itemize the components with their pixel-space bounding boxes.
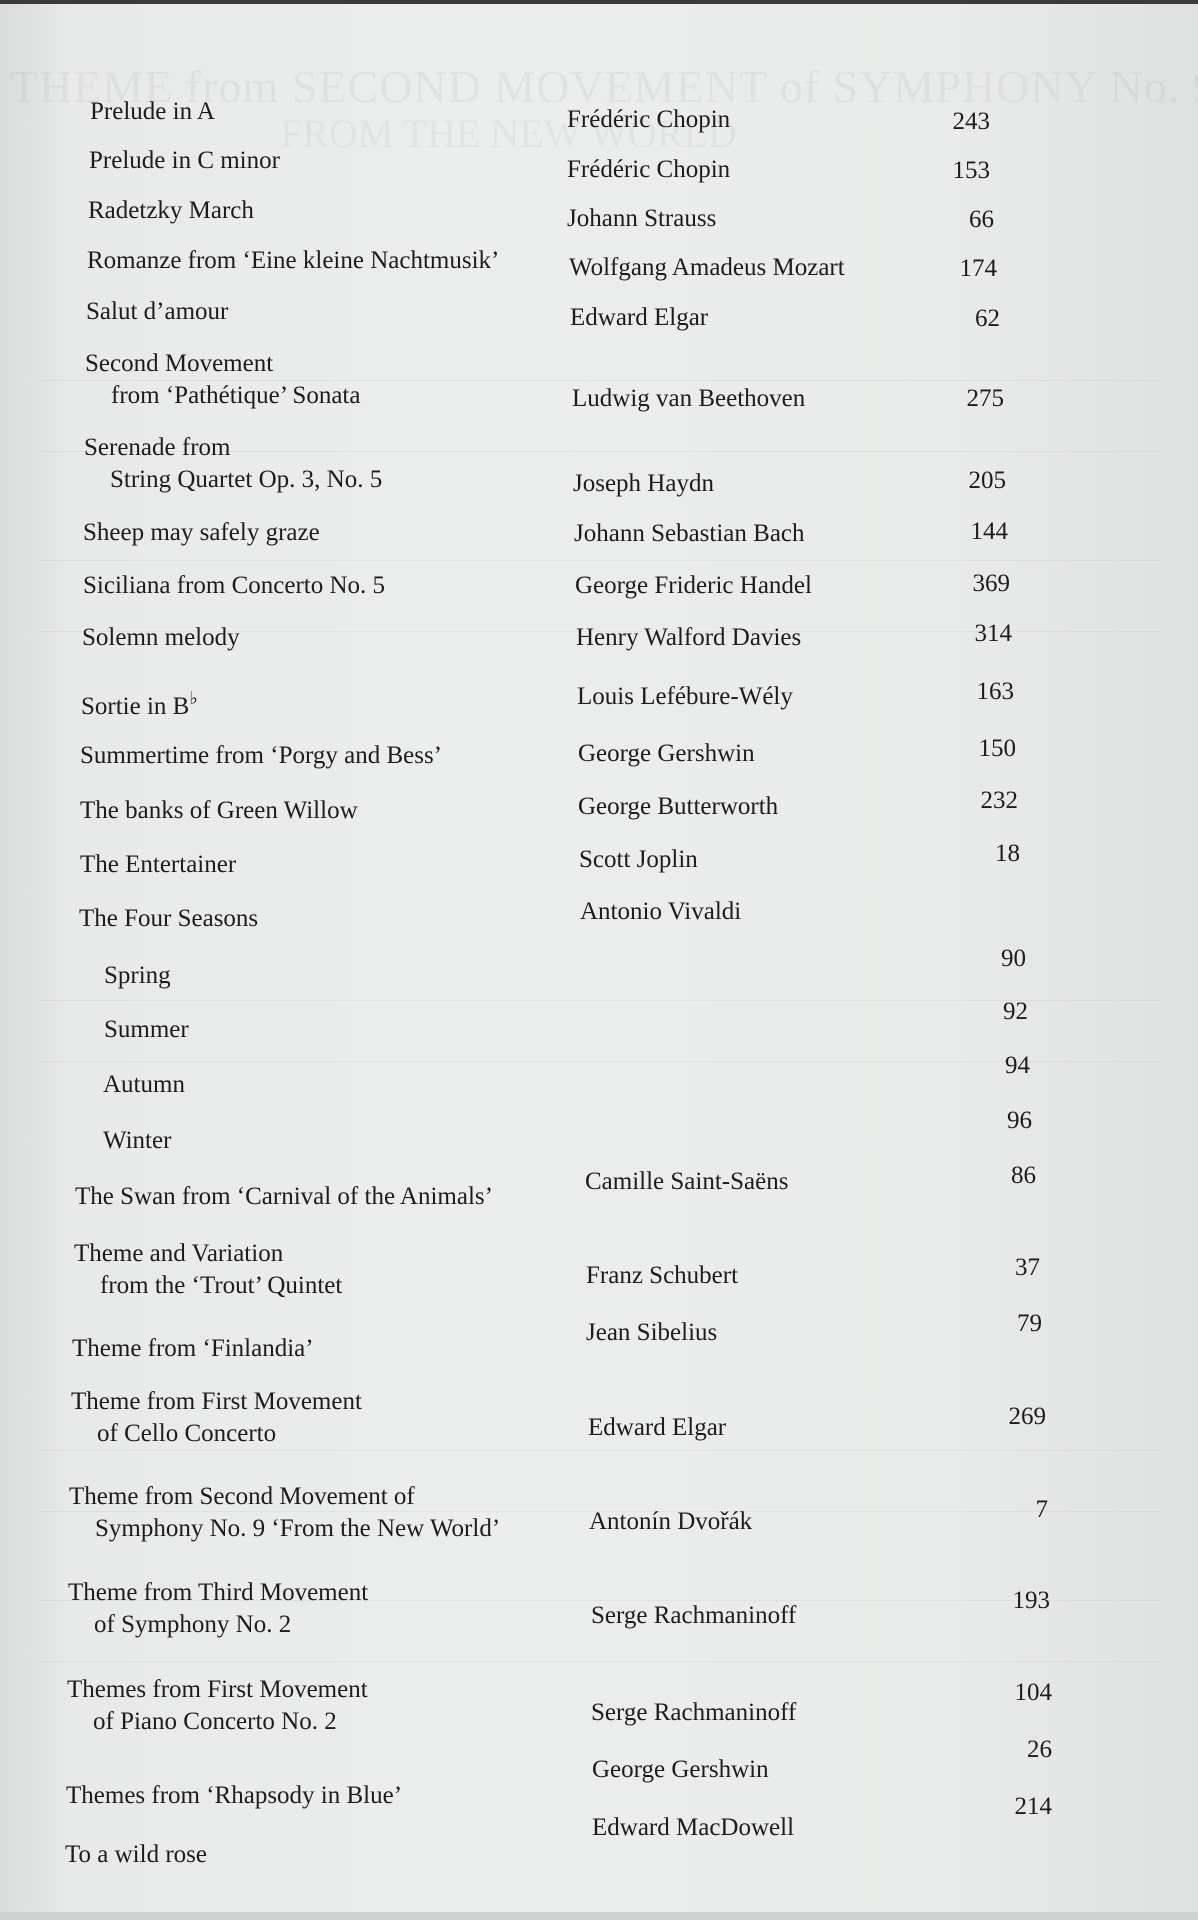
index-entry-title: Salut d’amour <box>86 298 229 325</box>
index-entry-title: The Four Seasons <box>79 905 259 932</box>
index-entry-composer: Frédéric Chopin <box>567 106 731 133</box>
index-entry-title-line1: Theme from Second Movement of <box>69 1483 415 1510</box>
index-entry-title-line2: from the ‘Trout’ Quintet <box>100 1272 343 1299</box>
index-entry-page[interactable]: 163 <box>976 678 1014 705</box>
index-entry-page[interactable]: 232 <box>980 787 1018 814</box>
index-entry-composer: Joseph Haydn <box>573 470 714 497</box>
index-entry-title: Siciliana from Concerto No. 5 <box>83 572 386 599</box>
index-entry-page[interactable]: 7 <box>1035 1496 1048 1523</box>
page-top-edge <box>0 0 1198 4</box>
index-entry-title <box>81 682 198 723</box>
index-entry-title <box>69 1481 500 1545</box>
index-entry-composer: Edward Elgar <box>588 1414 727 1441</box>
index-entry-title-line1: Theme and Variation <box>74 1240 284 1267</box>
index-entry-page[interactable]: 369 <box>972 570 1010 597</box>
index-entry-page[interactable]: 275 <box>966 385 1004 412</box>
index-subentry-page[interactable]: 90 <box>1001 945 1026 972</box>
index-entry-page[interactable]: 205 <box>968 467 1006 494</box>
index-entry-page[interactable]: 174 <box>959 255 997 282</box>
index-entry-title: Solemn melody <box>82 624 240 651</box>
index-entry-title-line1: Themes from First Movement <box>67 1676 368 1703</box>
index-entry-page[interactable]: 86 <box>1011 1162 1036 1189</box>
index-entry-composer: George Gershwin <box>592 1756 769 1783</box>
index-entry-title-line2: from ‘Pathétique’ Sonata <box>111 382 361 409</box>
index-entry-title <box>67 1674 368 1738</box>
index-entry-title <box>85 348 360 412</box>
index-entry-title: Summertime from ‘Porgy and Bess’ <box>80 742 442 769</box>
index-entry-composer: Jean Sibelius <box>586 1319 718 1346</box>
index-entry-composer: Edward MacDowell <box>592 1814 795 1841</box>
index-entry-title: To a wild rose <box>65 1841 207 1868</box>
index-subentry-title: Spring <box>104 962 171 989</box>
flat-symbol: ♭ <box>189 688 198 708</box>
index-entry-title: Themes from ‘Rhapsody in Blue’ <box>66 1782 403 1809</box>
index-entry-page[interactable]: 243 <box>952 108 990 135</box>
index-entry-title <box>68 1577 368 1641</box>
index-entry-composer: Serge Rachmaninoff <box>591 1602 797 1629</box>
index-entry-composer: Wolfgang Amadeus Mozart <box>569 254 845 281</box>
index-subentry-title: Winter <box>103 1127 172 1154</box>
index-subentry-page[interactable]: 96 <box>1007 1107 1032 1134</box>
index-entry-page[interactable]: 314 <box>974 620 1012 647</box>
index-entry-title: The Entertainer <box>80 851 237 878</box>
index-subentry-title: Summer <box>104 1016 189 1043</box>
index-entry-page[interactable]: 104 <box>1014 1679 1052 1706</box>
index-entry-page[interactable]: 79 <box>1017 1310 1042 1337</box>
index-entry-composer: Johann Sebastian Bach <box>574 520 805 547</box>
index-entry-title <box>84 432 382 496</box>
index-entry-composer: Louis Lefébure-Wély <box>577 683 793 710</box>
page-bottom-edge <box>0 1912 1198 1920</box>
index-entry-title <box>74 1238 342 1302</box>
index-entry-page[interactable]: 62 <box>975 305 1000 332</box>
index-entry-title: Prelude in C minor <box>89 147 280 174</box>
index-entry-composer: Frédéric Chopin <box>567 156 731 183</box>
index-entry-composer: George Frideric Handel <box>575 572 812 599</box>
index-entry-composer: Henry Walford Davies <box>576 624 802 651</box>
index-entry-title-line2: of Cello Concerto <box>97 1420 277 1447</box>
index-entry-composer: Antonín Dvořák <box>589 1508 753 1535</box>
index-subentry-page[interactable]: 94 <box>1005 1052 1030 1079</box>
index-entry-page[interactable]: 66 <box>969 206 994 233</box>
index-entry-title-text: Sortie in B <box>81 693 190 720</box>
index-entry-composer: Edward Elgar <box>570 304 709 331</box>
index-entry-title: Theme from ‘Finlandia’ <box>72 1335 314 1362</box>
index-entry-title-line2: of Piano Concerto No. 2 <box>93 1708 337 1735</box>
index-entry-title: Radetzky March <box>88 197 254 224</box>
index-entry-title: The banks of Green Willow <box>80 797 358 824</box>
index-entry-title: Prelude in A <box>90 98 215 125</box>
index-entry-page[interactable]: 37 <box>1015 1254 1040 1281</box>
index-entry-title: Sheep may safely graze <box>83 519 320 546</box>
index-entry-title-line1: Theme from First Movement <box>71 1388 362 1415</box>
index-entry-title-line1: Second Movement <box>85 350 274 377</box>
index-entry-composer: Franz Schubert <box>586 1262 739 1289</box>
index-entry-title: Romanze from ‘Eine kleine Nachtmusik’ <box>87 247 500 274</box>
index-entry-page[interactable]: 18 <box>995 840 1020 867</box>
index-entry-page[interactable]: 153 <box>952 157 990 184</box>
index-entry-composer: George Butterworth <box>578 793 779 820</box>
index-entry-page[interactable]: 214 <box>1014 1793 1052 1820</box>
index-entry-title <box>71 1386 362 1450</box>
index-subentry-title: Autumn <box>103 1071 185 1098</box>
index-subentry-page[interactable]: 92 <box>1003 998 1028 1025</box>
index-entry-title-line1: Serenade from <box>84 434 231 461</box>
index-entry-title-line1: Theme from Third Movement <box>68 1579 369 1606</box>
index-entry-page[interactable]: 193 <box>1012 1587 1050 1614</box>
index-entry-page[interactable]: 269 <box>1008 1403 1046 1430</box>
index-entry-title-line2: Symphony No. 9 ‘From the New World’ <box>95 1515 501 1542</box>
index-entry-composer: Camille Saint-Saëns <box>585 1168 789 1195</box>
index-entry-page[interactable]: 26 <box>1027 1736 1052 1763</box>
index-entry-composer: Serge Rachmaninoff <box>591 1699 797 1726</box>
index-entry-composer: Ludwig van Beethoven <box>572 385 806 412</box>
index-entry-composer: George Gershwin <box>578 740 755 767</box>
index-entry-composer: Johann Strauss <box>567 205 717 232</box>
index-entry-composer: Antonio Vivaldi <box>580 898 742 925</box>
index-entry-composer: Scott Joplin <box>579 846 698 873</box>
index-entry-title-line2: of Symphony No. 2 <box>94 1611 292 1638</box>
index-entry-page[interactable]: 150 <box>978 735 1016 762</box>
index-entry-title: The Swan from ‘Carnival of the Animals’ <box>75 1183 493 1210</box>
index-entry-page[interactable]: 144 <box>970 518 1008 545</box>
index-entry-title-line2: String Quartet Op. 3, No. 5 <box>110 466 383 493</box>
